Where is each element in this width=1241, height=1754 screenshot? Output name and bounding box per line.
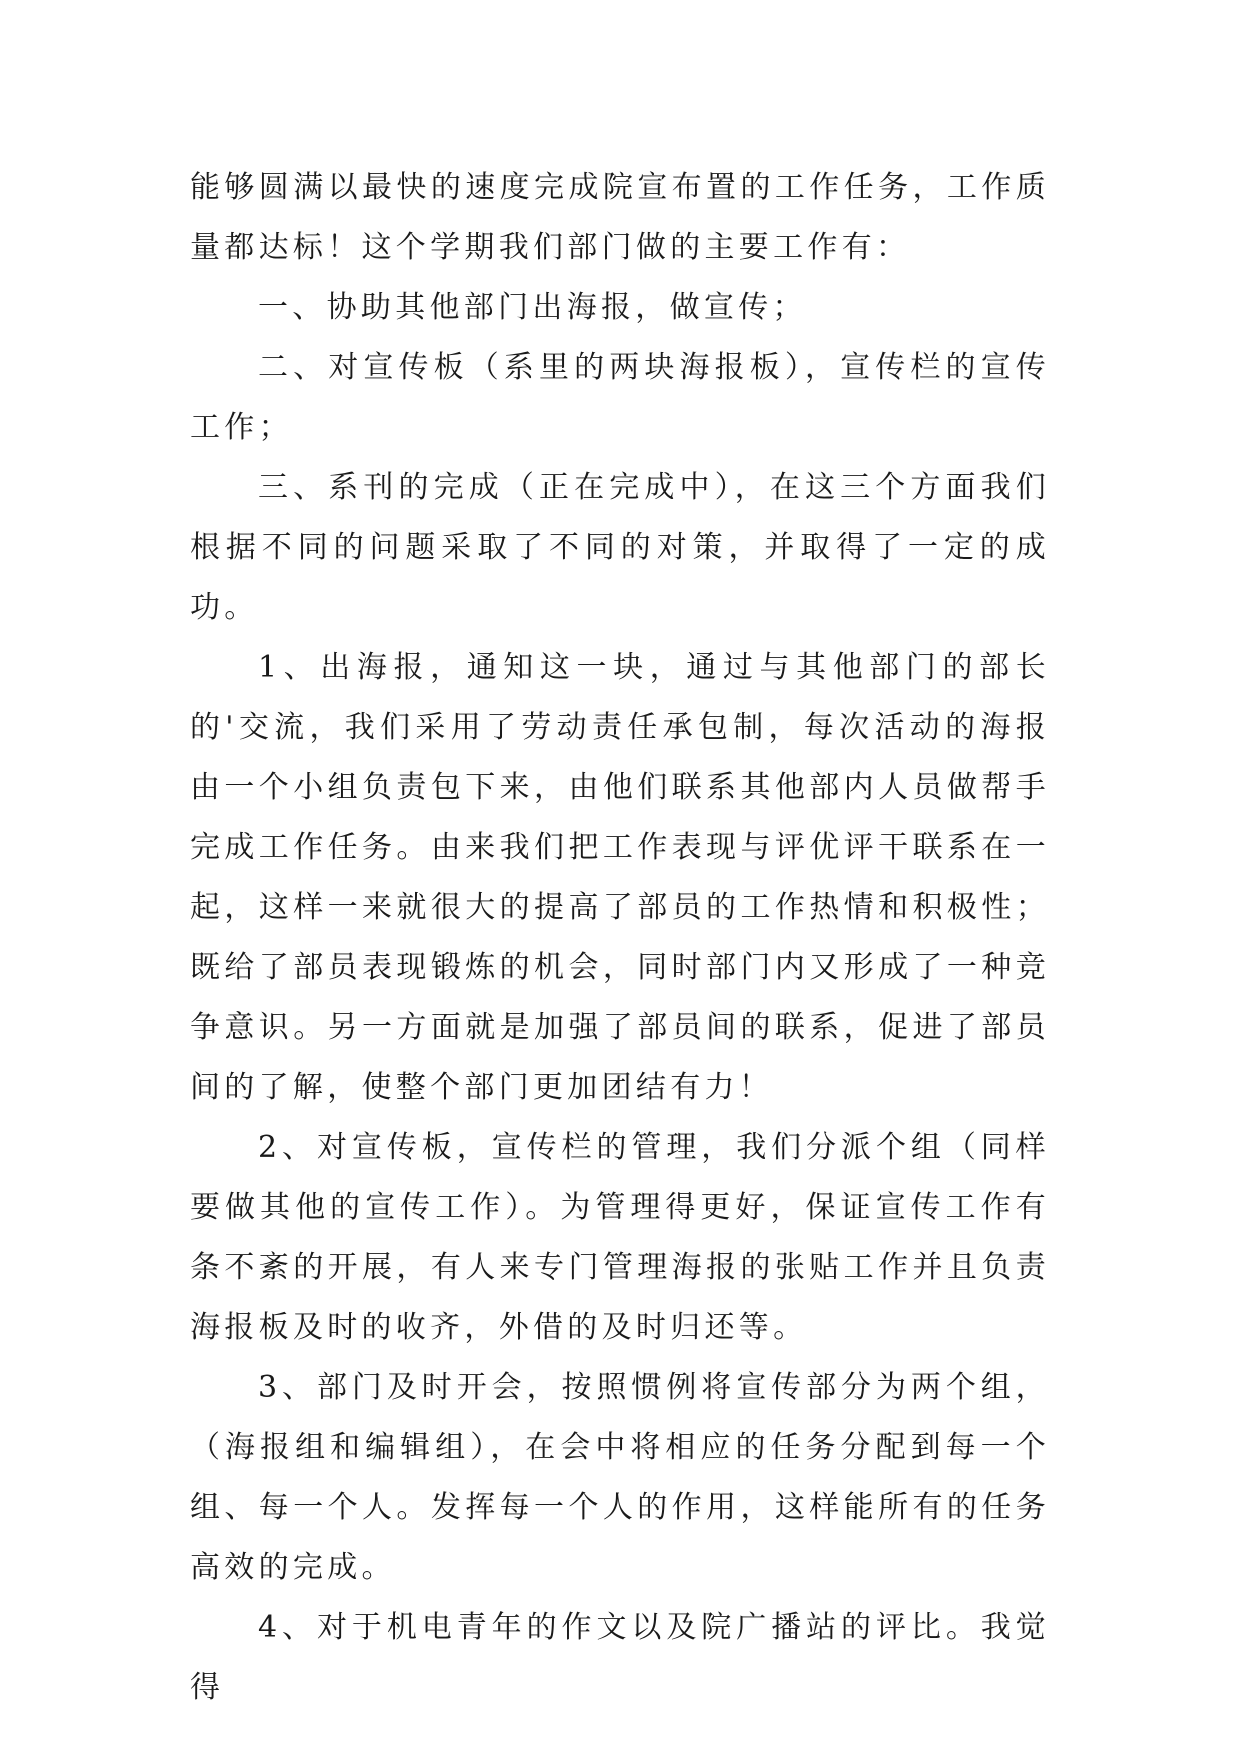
paragraph-item-3: 三、系刊的完成（正在完成中），在这三个方面我们根据不同的问题采取了不同的对策，并取得了一定的成功。 (190, 470, 1050, 625)
paragraph-continuation: 能够圆满以最快的速度完成院宣布置的工作任务，工作质量都达标！这个学期我们部门做的主要工作有： (190, 170, 1050, 265)
paragraph-point-4: 4、对于机电青年的作文以及院广播站的评比。我觉得 (190, 1610, 1050, 1705)
paragraph-point-1: 1、出海报，通知这一块，通过与其他部门的部长的'交流，我们采用了劳动责任承包制，每次活动的海报由一个小组负责包下来，由他们联系其他部内人员做帮手完成工作任务。由来我们把工作表现与评优评干联系在一起，这样一来就很大的提高了部员的工作热情和积极性；既给了部员表现锻炼的机会，同时部门内又形成了一种竞争意识。另一方面就是加强了部员间的联系，促进了部员间的了解，使整个部门更加团结有力！ (190, 650, 1050, 1105)
paragraph-point-3: 3、部门及时开会，按照惯例将宣传部分为两个组，（海报组和编辑组），在会中将相应的任务分配到每一个组、每一个人。发挥每一个人的作用，这样能所有的任务高效的完成。 (190, 1370, 1050, 1585)
paragraph-point-2: 2、对宣传板，宣传栏的管理，我们分派个组（同样要做其他的宣传工作）。为管理得更好，保证宣传工作有条不紊的开展，有人来专门管理海报的张贴工作并且负责海报板及时的收齐，外借的及时归还等。 (190, 1130, 1050, 1345)
paragraph-item-1: 一、协助其他部门出海报，做宣传； (258, 290, 807, 325)
paragraph-item-2: 二、对宣传板（系里的两块海报板），宣传栏的宣传工作； (190, 350, 1050, 445)
document-body (190, 158, 1050, 1718)
